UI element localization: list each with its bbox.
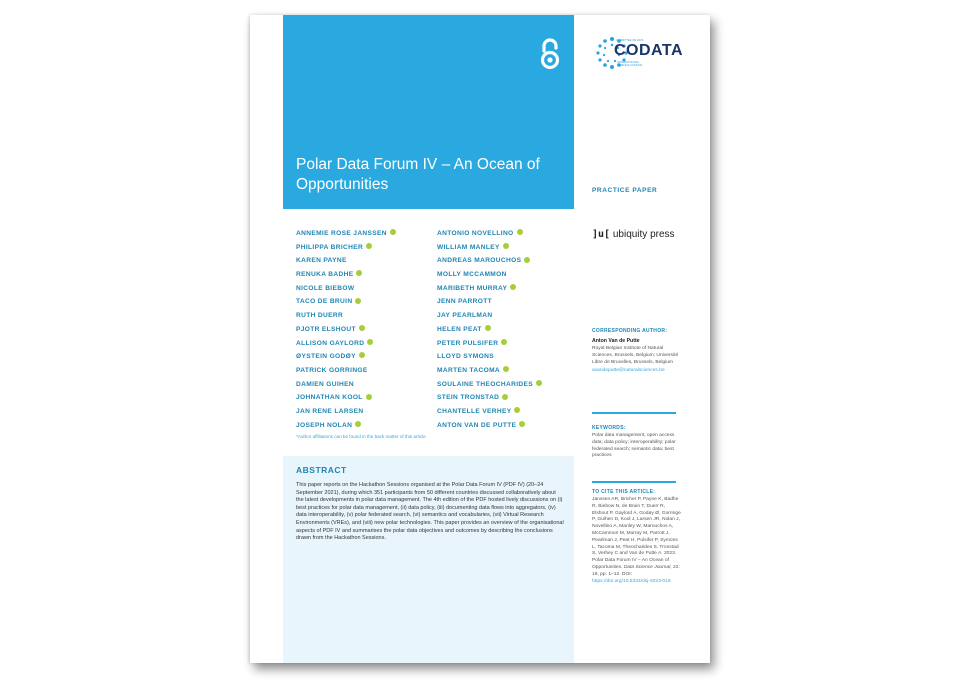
- corresponding-label: CORRESPONDING AUTHOR:: [592, 328, 668, 334]
- orcid-icon[interactable]: [503, 366, 509, 372]
- author-name: JENN PARROTT: [437, 298, 492, 306]
- author-name: SOULAINE THEOCHARIDES: [437, 378, 577, 392]
- author-name: JAN RENE LARSEN: [296, 407, 364, 415]
- author-name: ANNEMIE ROSE JANSSEN: [296, 227, 436, 241]
- author-name: JAY PEARLMAN: [437, 312, 493, 320]
- corresponding-email[interactable]: avandeputte@naturalsciences.be: [592, 368, 665, 374]
- orcid-icon[interactable]: [390, 229, 396, 235]
- codata-name: CODATA: [614, 42, 684, 59]
- orcid-icon[interactable]: [367, 339, 373, 345]
- author-name: JOHNATHAN KOOL: [296, 391, 436, 405]
- author-column-left: [296, 227, 436, 432]
- orcid-icon[interactable]: [355, 421, 361, 427]
- orcid-icon[interactable]: [359, 325, 365, 331]
- orcid-icon[interactable]: [366, 243, 372, 249]
- orcid-icon[interactable]: [359, 352, 365, 358]
- author-name: PJOTR ELSHOUT: [296, 323, 436, 337]
- doi-link[interactable]: https://doi.org/10.5334/dsj-2023-018: [592, 578, 671, 584]
- orcid-icon[interactable]: [356, 270, 362, 276]
- corresponding-affiliation: Royal Belgian Institute of Natural Sciences, Brussels, Belgium; Université Libre de Bruxelles, Brussels, Belgium: [592, 346, 679, 365]
- author-name: RUTH DUERR: [296, 312, 344, 320]
- author-column-right: [437, 227, 577, 432]
- author-name: ØYSTEIN GODØY: [296, 350, 436, 364]
- abstract-box: [283, 456, 574, 663]
- orcid-icon[interactable]: [536, 380, 542, 386]
- divider: [592, 412, 676, 414]
- affiliation-note: *Author affiliations can be found in the back matter of this article: [296, 434, 426, 439]
- title-block: [283, 15, 574, 209]
- abstract-heading: ABSTRACT: [296, 465, 347, 475]
- paper-title: Polar Data Forum IV – An Ocean of Opportunities: [296, 156, 540, 193]
- author-name: HELEN PEAT: [437, 323, 577, 337]
- keywords: [592, 425, 682, 460]
- author-name: RENUKA BADHE: [296, 268, 436, 282]
- author-name: NICOLE BIEBOW: [296, 284, 355, 292]
- citation-label: TO CITE THIS ARTICLE:: [592, 489, 656, 495]
- orcid-icon[interactable]: [502, 394, 508, 400]
- author-name: ANDREAS MAROUCHOS: [437, 254, 577, 268]
- author-name: WILLIAM MANLEY: [437, 241, 577, 255]
- author-name: STEIN TRONSTAD: [437, 391, 577, 405]
- paper-type: PRACTICE PAPER: [592, 187, 658, 194]
- ubiquity-press-logo: ]u[ ubiquity press: [592, 229, 675, 240]
- abstract-text: This paper reports on the Hackathon Sessions organised at the Polar Data Forum IV (PDF IV) (20–24 September 2021), during which 351 participants from 50 different countries discussed collaboratively about the latest developments in polar data management. The 4th edition of the PDF hosted lively discussions on (i) best practices for polar data management, (ii) data policy, (iii) documenting data flows into aggregators, (iv) data interoperability, (v) polar federated search, (vi) semantics and vocabularies, (vii) Virtual Research Environments (VREs), and (viii) new polar technologies. This paper provides an overview of the organisational aspects of PDF IV and summarises the polar data objectives and outcomes by describing the conclusions drawn from the Hackathon Sessions.: [296, 482, 564, 542]
- orcid-icon[interactable]: [510, 284, 516, 290]
- author-name: CHANTELLE VERHEY: [437, 405, 577, 419]
- author-name: KAREN PAYNE: [296, 257, 347, 265]
- author-name: LLOYD SYMONS: [437, 353, 494, 361]
- author-name: DAMIEN GUIHEN: [296, 380, 355, 388]
- orcid-icon[interactable]: [514, 407, 520, 413]
- author-name: TACO DE BRUIN: [296, 295, 436, 309]
- orcid-icon[interactable]: [524, 257, 530, 263]
- codata-logo: [592, 33, 692, 73]
- citation: [592, 489, 682, 585]
- author-name: MARTEN TACOMA: [437, 364, 577, 378]
- author-name: ANTON VAN DE PUTTE: [437, 419, 577, 433]
- codata-tagline: COMMITTEE ON DATA: [616, 39, 644, 42]
- author-name: MOLLY MCCAMMON: [437, 271, 507, 279]
- orcid-icon[interactable]: [485, 325, 491, 331]
- author-name: ALLISON GAYLORD: [296, 337, 436, 351]
- orcid-icon[interactable]: [519, 421, 525, 427]
- corresponding-name: Anton Van de Putte: [592, 338, 640, 344]
- author-name: PHILIPPA BRICHER: [296, 241, 436, 255]
- codata-subtitle: INTERNATIONAL SCIENCE COUNCIL: [617, 60, 643, 68]
- keywords-text: Polar data management; open access data; data policy; interoperability; polar federated search; semantic data; best practices: [592, 433, 676, 459]
- keywords-label: KEYWORDS:: [592, 425, 626, 431]
- divider: [592, 481, 676, 483]
- author-name: PETER PULSIFER: [437, 337, 577, 351]
- orcid-icon[interactable]: [501, 339, 507, 345]
- paper-first-page: [250, 15, 710, 663]
- orcid-icon[interactable]: [366, 394, 372, 400]
- open-access-icon: [539, 37, 561, 71]
- corresponding-author: [592, 328, 682, 375]
- author-name: ANTONIO NOVELLINO: [437, 227, 577, 241]
- orcid-icon[interactable]: [517, 229, 523, 235]
- author-name: PATRICK GORRINGE: [296, 366, 368, 374]
- orcid-icon[interactable]: [355, 298, 361, 304]
- orcid-icon[interactable]: [503, 243, 509, 249]
- author-name: MARIBETH MURRAY: [437, 282, 577, 296]
- author-name: JOSEPH NOLAN: [296, 419, 436, 433]
- citation-text: Janssen AR, Bricher P, Payne K, Badhe R, Biebow N, de Bruin T, Duerr R, Elshout P, Gaylord A, Godøy Ø, Gorringe P, Guihen D, Kool J, Larsen JR, Nolan J, Novellino A, Manley W, Marouchos A, McCammon M, Murray M, Parrott J, Pearlman J, Peat H, Pulsifer P, Symons L, Tacoma M, Theocharides S, Tronstad S, Verhey C and Van de Putte A. 2023. Polar Data Forum IV – An Ocean of Opportunities. Data Science Journal, 22: 18, pp. 1–12. DOI: https://doi.org/10.5334/dsj-2023-018: [592, 497, 681, 584]
